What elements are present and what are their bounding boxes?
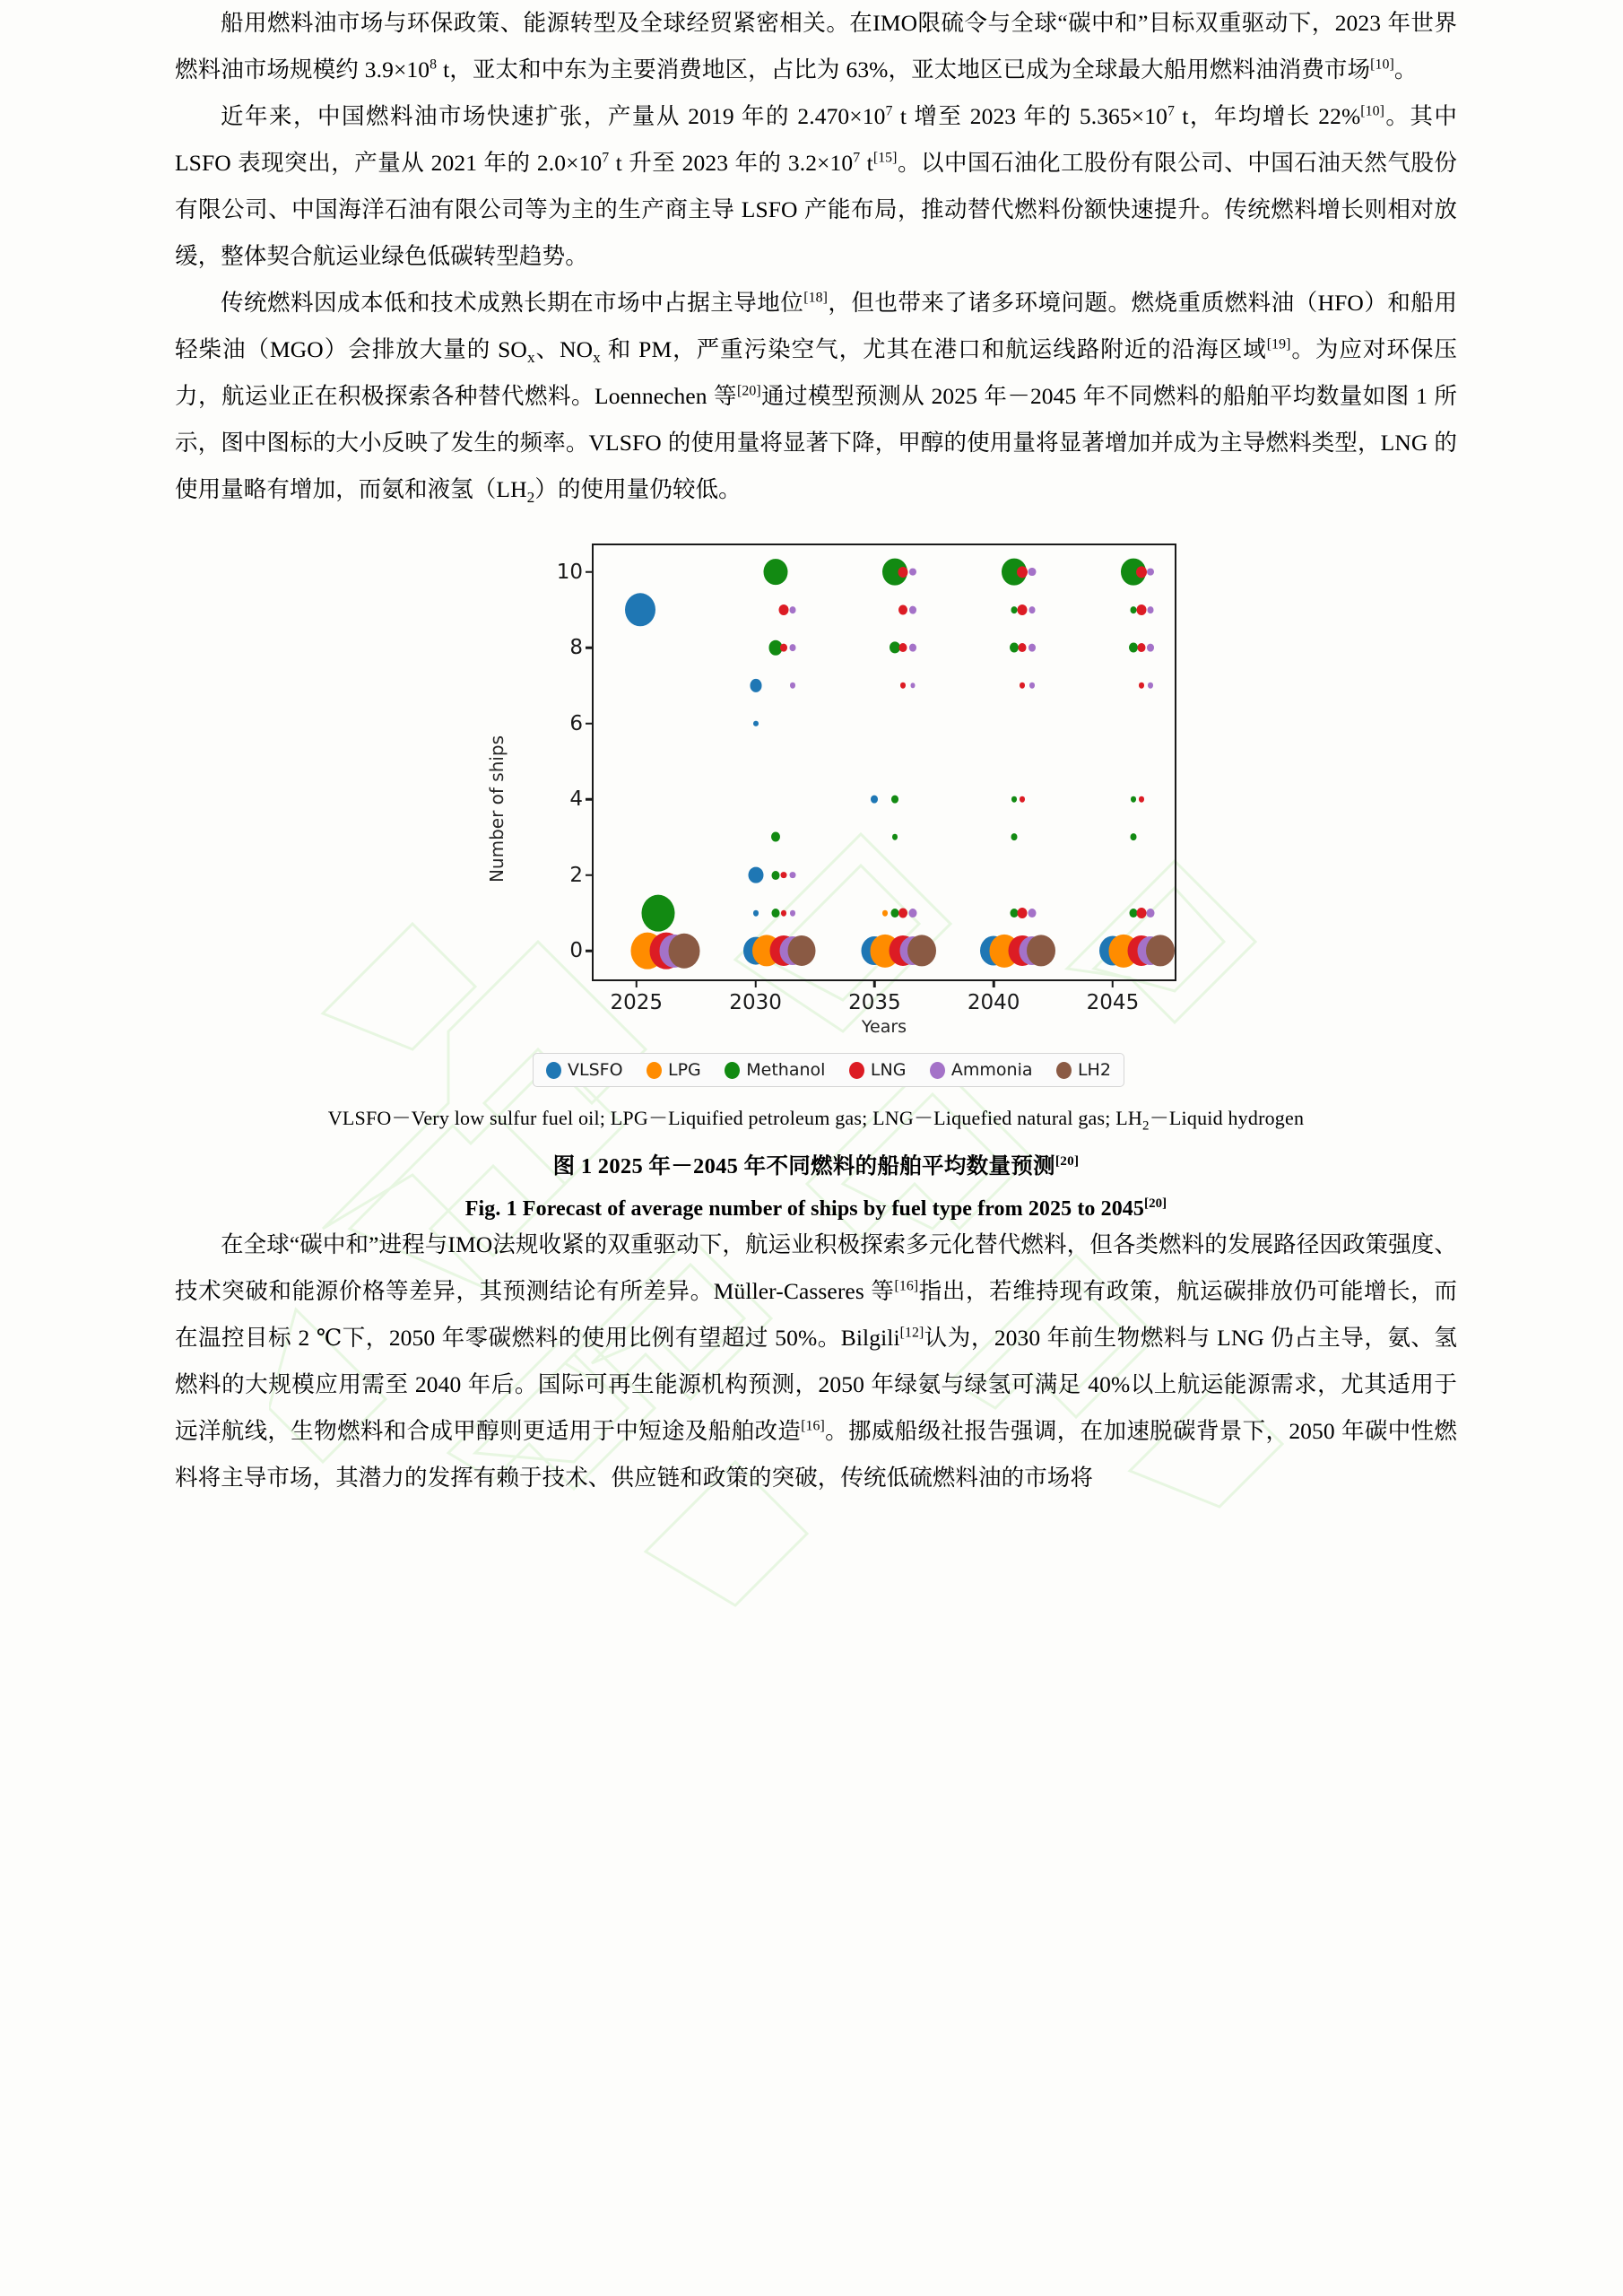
chart-legend bbox=[533, 1053, 1124, 1087]
chart-bubble-lng bbox=[1017, 566, 1028, 578]
chart-bubble-ammonia bbox=[790, 683, 795, 689]
chart-bubble-methanol bbox=[1130, 834, 1136, 841]
chart-bubble-lng bbox=[900, 683, 906, 689]
paragraph-1: 船用燃料油市场与环保政策、能源转型及全球经贸紧密相关。在IMO限硫令与全球“碳中和”目标双重驱动下，2023 年世界燃料油市场规模约 $3.9\times 10^8$ t，亚太和中东为主要消费地区，占比为 63%，亚太地区已成为全球最大船用燃料油消费市场[10]。 bbox=[175, 10, 1457, 83]
chart-bubble-lng bbox=[1020, 796, 1025, 803]
chart-bubble-ammonia bbox=[1028, 568, 1036, 577]
paragraph-4: 在全球“碳中和”进程与IMO法规收紧的双重驱动下，航运业积极探索多元化替代燃料，但各类燃料的发展路径因政策强度、技术突破和能源价格等差异，其预测结论有所差异。Müller-Casseres 等[16]指出，若维持现有政策，航运碳排放仍可能增长，而在温控目标 2 ℃下，2050 年零碳燃料的使用比例有望超过 50%。Bilgili[12]认为，2030 年前生物燃料与 LNG 仍占主导，氨、氢燃料的大规模应用需至 2040 年后。国际可再生能源机构预测，2050 年绿氨与绿氢可满足 40%以上航运能源需求，尤其适用于远洋航线，生物燃料和合成甲醇则更适用于中短途及船舶改造[16]。挪威船级社报告强调，在加速脱碳背景下，2050 年碳中性燃料将主导市场，其潜力的发挥有赖于技术、供应链和政策的突破，传统低硫燃料油的市场将 bbox=[175, 1231, 1457, 1491]
chart-bubble-vlsfo bbox=[753, 720, 759, 726]
chart-bubble-vlsfo bbox=[625, 593, 655, 626]
legend-label: Methanol bbox=[746, 1060, 826, 1080]
chart-bubble-methanol bbox=[1010, 643, 1019, 653]
chart-bubble-lng bbox=[1018, 908, 1028, 918]
chart-bubble-lng bbox=[1020, 683, 1025, 689]
legend-label: VLSFO bbox=[568, 1060, 623, 1080]
legend-swatch-icon bbox=[1056, 1062, 1072, 1079]
chart-bubble-lpg bbox=[882, 910, 888, 917]
legend-label: LPG bbox=[668, 1060, 701, 1080]
chart-bubble-ammonia bbox=[909, 605, 916, 613]
chart-x-tick-mark bbox=[754, 979, 757, 987]
chart-bubble-methanol bbox=[1011, 606, 1017, 613]
chart-x-tick-label: 2045 bbox=[1086, 991, 1140, 1014]
chart-y-tick-mark bbox=[586, 798, 594, 801]
chart-x-tick-mark bbox=[636, 979, 638, 987]
chart-bubble-vlsfo bbox=[750, 679, 761, 691]
legend-item-ammonia[interactable] bbox=[930, 1060, 1033, 1080]
chart-y-tick-mark bbox=[586, 570, 594, 573]
chart-bubble-methanol bbox=[771, 832, 780, 842]
chart-y-tick-mark bbox=[586, 722, 594, 725]
legend-label: Ammonia bbox=[950, 1060, 1033, 1080]
chart-bubble-lng bbox=[1018, 604, 1028, 615]
chart-bubble-lng bbox=[899, 643, 907, 652]
chart-bubble-methanol bbox=[641, 895, 674, 932]
chart-plot-area bbox=[556, 544, 1176, 1014]
legend-item-lpg[interactable] bbox=[647, 1060, 701, 1080]
chart-bubble-lng bbox=[898, 909, 907, 918]
chart-bubble-methanol bbox=[772, 871, 780, 880]
chart-x-tick-label: 2025 bbox=[610, 991, 664, 1014]
chart-bubble-lng bbox=[898, 604, 907, 614]
chart-bubble-lng bbox=[1136, 908, 1146, 918]
chart-bubble-ammonia bbox=[789, 872, 795, 879]
chart-bubble-methanol bbox=[1011, 796, 1017, 803]
chart-y-tick-label: 0 bbox=[569, 939, 583, 963]
chart-y-tick-label: 6 bbox=[569, 711, 583, 735]
chart-y-tick-mark bbox=[586, 950, 594, 952]
chart-y-tick-mark bbox=[586, 647, 594, 649]
document-content bbox=[175, 0, 1457, 1501]
chart-bubble-ammonia bbox=[790, 910, 795, 917]
chart-bubble-ammonia bbox=[1148, 606, 1154, 613]
chart-bubble-ammonia bbox=[789, 644, 795, 651]
figure-1 bbox=[175, 531, 1457, 1222]
chart-bubble-methanol bbox=[772, 909, 780, 918]
chart-x-axis-label: Years bbox=[861, 1017, 907, 1037]
chart-bubble-lh2 bbox=[668, 934, 699, 969]
chart-bubble-lng bbox=[1139, 683, 1144, 689]
chart-bubble-ammonia bbox=[1029, 683, 1035, 689]
chart-bubble-methanol bbox=[764, 559, 788, 586]
chart-bubble-lng bbox=[781, 910, 786, 917]
chart-bubble-ammonia bbox=[1028, 644, 1036, 652]
chart-y-tick-mark bbox=[586, 874, 594, 877]
legend-item-vlsfo[interactable] bbox=[546, 1060, 623, 1080]
chart-bubble-methanol bbox=[892, 834, 898, 840]
paragraph-2: 近年来，中国燃料油市场快速扩张，产量从 2019 年的 $2.470\times 10^7$ t 增至 2023 年的 $5.365\times 10^7$ t，年均增长 22%[10]。其中 LSFO 表现突出，产量从 2021 年的 $2.0\times 10^7$ t 升至 2023 年的 $3.2\times 10^7$ t[15]。以中国石油化工股份有限公司、中国石油天然气股份有限公司、中国海洋石油有限公司等为主的生产商主导 LSFO 产能布局，推动替代燃料份额快速提升。传统燃料增长则相对放缓，整体契合航运业绿色低碳转型趋势。 bbox=[175, 103, 1458, 269]
chart-bubble-lng bbox=[898, 567, 908, 578]
chart-bubble-ammonia bbox=[789, 606, 795, 613]
chart-bubble-vlsfo bbox=[871, 796, 878, 804]
chart-bubble-vlsfo bbox=[753, 910, 759, 917]
chart-y-tick-label: 8 bbox=[569, 636, 583, 660]
chart-bubble-lng bbox=[1139, 796, 1144, 803]
chart-x-tick-label: 2035 bbox=[848, 991, 901, 1014]
legend-item-methanol[interactable] bbox=[725, 1060, 825, 1080]
chart-bubble-lh2 bbox=[788, 935, 816, 966]
chart-x-tick-mark bbox=[873, 979, 876, 987]
chart-bubble-methanol bbox=[1129, 643, 1138, 653]
legend-item-lh2[interactable] bbox=[1056, 1060, 1111, 1080]
chart-bubble-lh2 bbox=[1146, 935, 1175, 967]
chart-bubble-ammonia bbox=[1028, 606, 1035, 613]
chart-bubble-lng bbox=[1137, 643, 1145, 652]
chart-bubble-methanol bbox=[1011, 834, 1017, 841]
legend-swatch-icon bbox=[647, 1062, 662, 1079]
chart-bubble-lh2 bbox=[907, 935, 936, 967]
figure-abbreviation-note: VLSFO－Very low sulfur fuel oil; LPG－Liquified petroleum gas; LNG－Liquefied natural gas; $LH_2-Liquid$ hydrogen bbox=[327, 1107, 1305, 1134]
chart-y-tick-label: 2 bbox=[569, 863, 583, 887]
chart-bubble-ammonia bbox=[908, 909, 916, 918]
chart-bubble-methanol bbox=[1130, 606, 1136, 613]
chart-bubble-methanol bbox=[890, 909, 898, 918]
chart-x-tick-mark bbox=[1112, 979, 1115, 987]
chart-bubble-ammonia bbox=[909, 644, 916, 652]
chart-bubble-lng bbox=[781, 872, 787, 879]
chart-bubble-ammonia bbox=[1147, 568, 1154, 576]
legend-label: LH2 bbox=[1077, 1060, 1111, 1080]
chart-bubble-lng bbox=[1136, 566, 1147, 578]
legend-item-lng[interactable] bbox=[849, 1060, 907, 1080]
chart-y-tick-label: 4 bbox=[569, 787, 583, 812]
chart-bubble-ammonia bbox=[909, 568, 916, 576]
figure-caption-english: Fig. 1 Forecast of average number of ships by fuel type from 2025 to 2045[20] bbox=[464, 1196, 1167, 1221]
chart-bubble-vlsfo bbox=[748, 866, 763, 883]
paragraph-3: 传统燃料因成本低和技术成熟长期在市场中占据主导地位[18]，但也带来了诸多环境问题。燃烧重质燃料油（HFO）和船用轻柴油（MGO）会排放大量的 $SO_x$、$NO_x$ 和 PM，严重污染空气，尤其在港口和航运线路附近的沿海区域[19]。为应对环保压力，航运业正在积极探索各种替代燃料。Loennechen 等[20]通过模型预测从 2025 年－2045 年不同燃料的船舶平均数量如图 1 所示，图中图标的大小反映了发生的频率。VLSFO 的使用量将显著下降，甲醇的使用量将显著增加并成为主导燃料类型，LNG 的使用量略有增加，而氨和液氢$(LH_2)$的使用量仍较低。 bbox=[175, 290, 1457, 507]
bubble-chart bbox=[439, 531, 1193, 1087]
legend-swatch-icon bbox=[849, 1062, 864, 1079]
chart-bubble-methanol bbox=[891, 796, 898, 804]
chart-bubble-lng bbox=[780, 644, 787, 652]
legend-label: LNG bbox=[870, 1060, 907, 1080]
chart-bubble-ammonia bbox=[1147, 644, 1154, 652]
chart-bubble-ammonia bbox=[1147, 909, 1155, 918]
chart-y-axis-label: Number of ships bbox=[486, 735, 508, 883]
chart-bubble-lng bbox=[779, 604, 789, 615]
chart-bubble-lng bbox=[1019, 643, 1027, 652]
legend-swatch-icon bbox=[725, 1062, 740, 1079]
chart-x-tick-label: 2040 bbox=[967, 991, 1020, 1014]
chart-y-tick-label: 10 bbox=[556, 560, 583, 584]
chart-bubble-ammonia bbox=[1148, 683, 1153, 689]
legend-swatch-icon bbox=[546, 1062, 561, 1079]
chart-x-tick-mark bbox=[993, 979, 995, 987]
legend-swatch-icon bbox=[930, 1062, 945, 1079]
chart-bubble-ammonia bbox=[1028, 909, 1036, 918]
chart-bubble-lng bbox=[1136, 604, 1146, 615]
chart-bubble-lh2 bbox=[1027, 935, 1055, 967]
chart-x-tick-label: 2030 bbox=[729, 991, 782, 1014]
chart-bubble-methanol bbox=[1131, 796, 1136, 803]
figure-caption-chinese: 图 1 2025 年－2045 年不同燃料的船舶平均数量预测[20] bbox=[552, 1152, 1080, 1178]
chart-bubble-ammonia bbox=[910, 683, 915, 689]
